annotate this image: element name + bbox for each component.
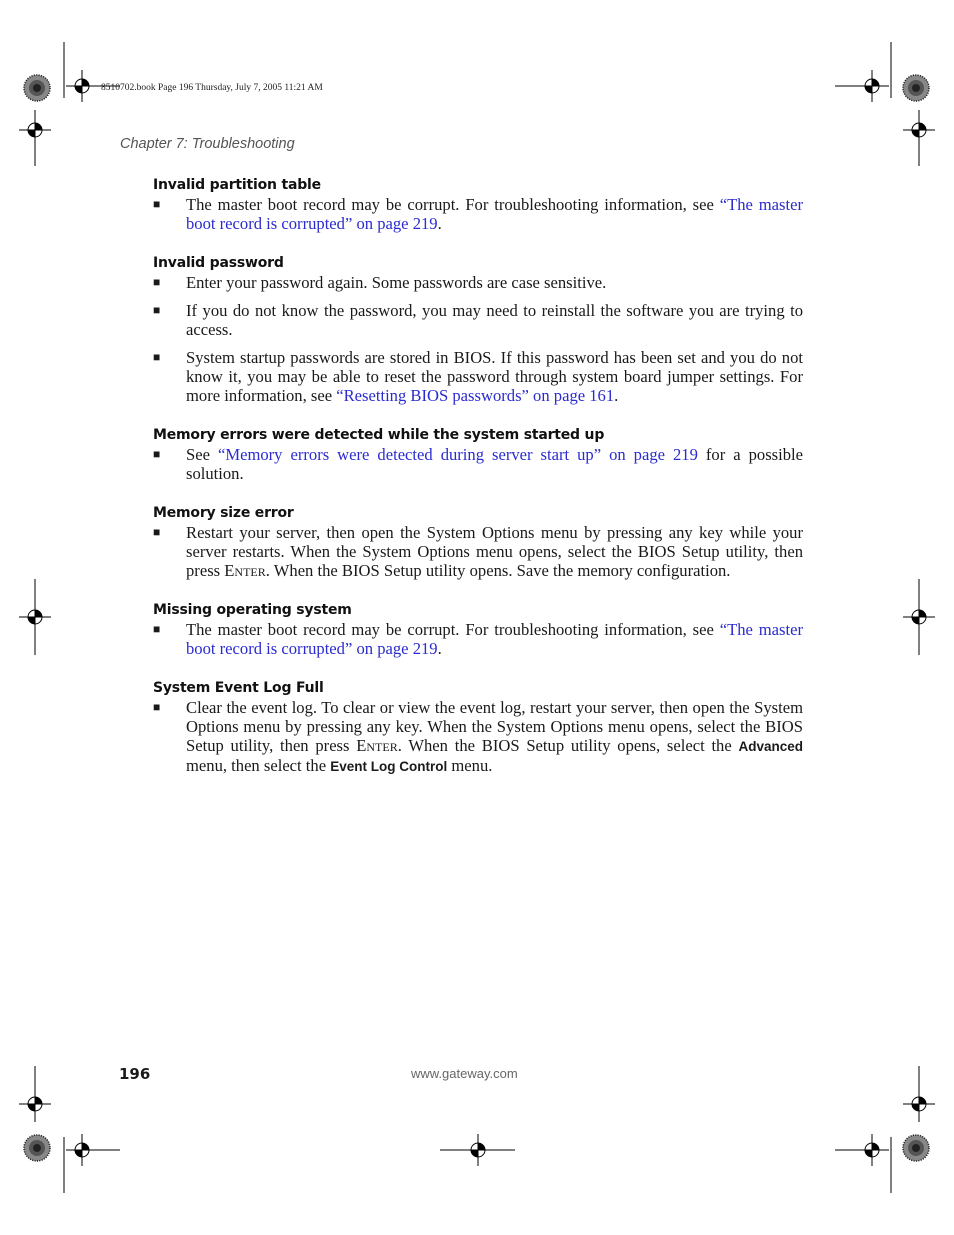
registration-mark-icon — [856, 1134, 888, 1166]
registration-star-icon — [903, 75, 929, 101]
troubleshooting-section — [153, 254, 803, 405]
troubleshooting-section — [153, 601, 803, 658]
bullet-list — [153, 195, 803, 233]
registration-mark-icon — [19, 114, 51, 146]
bullet-item — [153, 698, 803, 776]
bullet-item — [153, 620, 803, 658]
square-bullet-icon: ■ — [153, 275, 161, 289]
bullet-list — [153, 445, 803, 483]
section-heading: Memory size error — [153, 505, 294, 521]
cross-reference-link[interactable]: “Memory errors were detected during server start up” on page 219 — [217, 445, 698, 464]
bullet-list — [153, 698, 803, 776]
menu-name: Advanced — [738, 739, 804, 754]
body-text: menu. — [447, 756, 493, 775]
key-name: Enter — [224, 561, 266, 580]
cross-reference-link[interactable]: “The master boot record is corrupted” on page 219 — [186, 620, 804, 658]
registration-mark-icon — [856, 70, 888, 102]
page-number: 196 — [119, 1065, 151, 1083]
body-text: . When the BIOS Setup utility opens. Save the memory configuration. — [265, 561, 731, 580]
body-text: Enter your password again. Some passwords are case sensitive. — [186, 273, 607, 292]
registration-mark-icon — [66, 70, 98, 102]
troubleshooting-section — [153, 176, 803, 233]
body-text: If you do not know the password, you may need to reinstall the software you are trying to access. — [186, 301, 803, 339]
body-text: Restart your server, then open the System Options menu by pressing any key while your server restarts. When the System Options menu opens, select the BIOS Setup utility, then press — [186, 523, 803, 580]
troubleshooting-section — [153, 426, 803, 483]
running-head: Chapter 7: Troubleshooting — [120, 136, 295, 152]
troubleshooting-section — [153, 504, 803, 580]
registration-star-icon — [24, 1135, 50, 1161]
bullet-list — [153, 273, 803, 405]
square-bullet-icon: ■ — [153, 622, 161, 636]
registration-mark-icon — [462, 1134, 494, 1166]
section-heading: Invalid password — [153, 255, 284, 271]
bullet-item — [153, 301, 803, 339]
square-bullet-icon: ■ — [153, 303, 161, 317]
print-slug: 8510702.book Page 196 Thursday, July 7, 2005 11:21 AM — [101, 83, 323, 93]
registration-mark-icon — [903, 1088, 935, 1120]
registration-mark-icon — [903, 114, 935, 146]
registration-star-icon — [24, 75, 50, 101]
troubleshooting-section — [153, 679, 803, 776]
bullet-item — [153, 195, 803, 233]
bullet-item — [153, 273, 803, 292]
body-text: . — [614, 386, 619, 405]
body-text: menu, then select the — [186, 756, 331, 775]
body-text: The master boot record may be corrupt. For troubleshooting information, see — [186, 620, 720, 639]
square-bullet-icon: ■ — [153, 197, 161, 211]
bullet-item — [153, 348, 803, 405]
registration-mark-icon — [903, 601, 935, 633]
body-text: The master boot record may be corrupt. For troubleshooting information, see — [186, 195, 720, 214]
registration-mark-icon — [66, 1134, 98, 1166]
body-text: . — [437, 214, 442, 233]
section-heading: Invalid partition table — [153, 177, 321, 193]
section-heading: Memory errors were detected while the system started up — [153, 427, 605, 443]
bullet-list — [153, 523, 803, 580]
menu-name: Event Log Control — [330, 759, 448, 774]
footer-url: www.gateway.com — [411, 1066, 518, 1081]
section-heading: Missing operating system — [153, 602, 352, 618]
body-text: System startup passwords are stored in BIOS. If this password has been set and you do not know it, you may be able to reset the password through system board jumper settings. For more information, see — [186, 348, 803, 405]
cross-reference-link[interactable]: “Resetting BIOS passwords” on page 161 — [336, 386, 615, 405]
key-name: Enter — [356, 736, 398, 755]
registration-mark-icon — [19, 601, 51, 633]
cross-reference-link[interactable]: “The master boot record is corrupted” on page 219 — [186, 195, 804, 233]
square-bullet-icon: ■ — [153, 700, 161, 714]
registration-mark-icon — [19, 1088, 51, 1120]
body-text: See — [186, 445, 218, 464]
body-text: . — [437, 639, 442, 658]
bullet-item — [153, 445, 803, 483]
body-text: . When the BIOS Setup utility opens, select the — [397, 736, 739, 755]
square-bullet-icon: ■ — [153, 525, 161, 539]
page-content — [153, 176, 803, 797]
square-bullet-icon: ■ — [153, 350, 161, 364]
body-text: Clear the event log. To clear or view the event log, restart your server, then open the System Options menu by pressing any key. When the System Options menu opens, select the BIOS Setup utility, then press — [186, 698, 803, 755]
registration-star-icon — [903, 1135, 929, 1161]
section-heading: System Event Log Full — [153, 680, 324, 696]
bullet-item — [153, 523, 803, 580]
square-bullet-icon: ■ — [153, 447, 161, 461]
body-text: for a possible solution. — [186, 445, 803, 483]
bullet-list — [153, 620, 803, 658]
